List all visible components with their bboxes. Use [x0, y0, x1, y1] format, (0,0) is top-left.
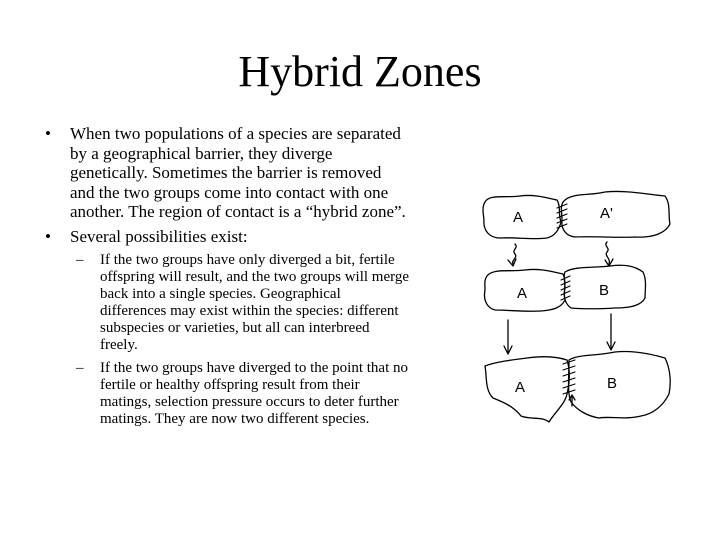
- arrowhead-icon: [508, 259, 516, 266]
- sub-bullet-item: [70, 360, 410, 428]
- label-a-row2: A: [517, 285, 528, 302]
- label-a-row3: A: [515, 379, 526, 396]
- label-a-prime: A': [600, 205, 613, 222]
- sub-bullet-text: If the two groups have diverged to the point that no fertile or healthy offspring result from their matings, selection pressure occurs to deter further matings. They are now two different species.: [100, 359, 408, 427]
- sub-bullet-marker: –: [76, 251, 84, 268]
- sub-bullet-item: [70, 252, 410, 354]
- bullet-text: When two populations of a species are separated by a geographical barrier, they diverge genetically. Sometimes the barrier is removed and the two groups come into contact with one another. The region of contact is a “hybrid zone”.: [70, 124, 406, 222]
- bullet-text: Several possibilities exist:: [70, 226, 248, 246]
- label-b-row2: B: [599, 282, 610, 299]
- sub-bullet-marker: –: [76, 359, 84, 376]
- bullet-list: [40, 124, 410, 434]
- bullet-marker: •: [45, 124, 51, 143]
- label-b-row3: B: [607, 375, 618, 392]
- contact-hatching: [561, 276, 570, 300]
- population-b-region: [569, 351, 671, 418]
- label-a-row1: A: [513, 209, 524, 226]
- bullet-item: [40, 227, 410, 247]
- hybrid-zone-diagram: [475, 180, 675, 430]
- bullet-item: [40, 124, 410, 222]
- population-a-region: [485, 357, 569, 422]
- population-a-prime-region: [561, 191, 670, 237]
- bullet-marker: •: [45, 226, 51, 246]
- squiggle-arrow-icon: [606, 242, 610, 264]
- slide-title: Hybrid Zones: [238, 47, 482, 96]
- sub-bullet-text: If the two groups have only diverged a bit, fertile offspring will result, and the two groups will merge back into a single species. Geographical differences may exist within the species: different subspecies or varieties, but all can interbreed freely.: [100, 251, 409, 353]
